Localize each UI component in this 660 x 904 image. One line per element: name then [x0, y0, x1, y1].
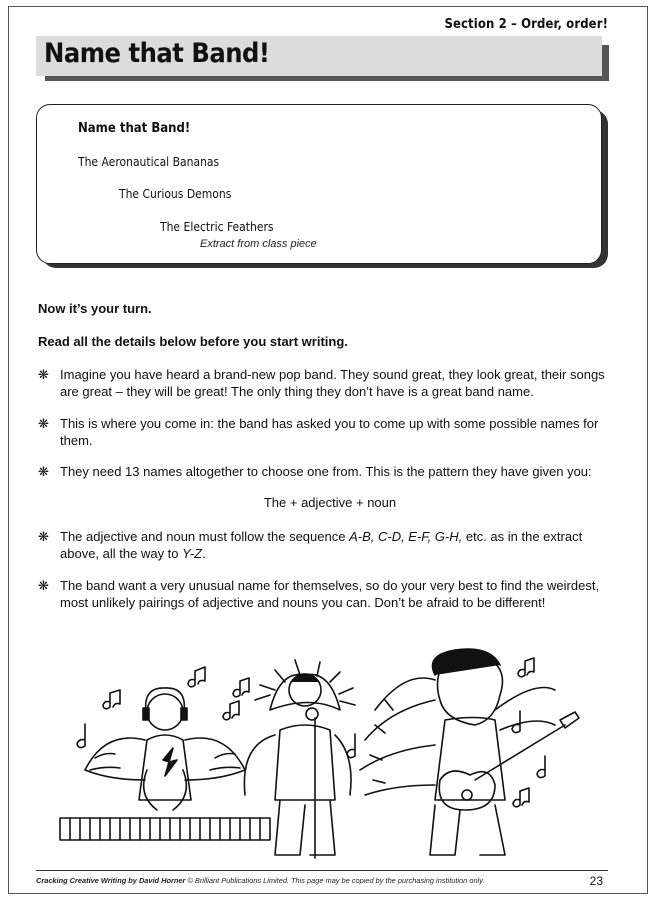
bullet-text-1: Imagine you have heard a brand-new pop band. They sound great, they look great, their songs are great – they will be great! The only thing they don’t have is a great band name.: [60, 367, 605, 399]
intro-turn: Now it’s your turn.: [38, 301, 152, 316]
extract-line-3: The Electric Feathers: [160, 220, 274, 234]
extract-title: Name that Band!: [78, 121, 191, 136]
section-label: Section 2 – Order, order!: [444, 17, 608, 32]
guitarist: [360, 649, 579, 855]
bullet-icon: ❋: [38, 529, 49, 544]
extract-line-1: The Aeronautical Bananas: [78, 155, 220, 169]
bullet-text-4: The adjective and noun must follow the sequence A-B, C-D, E-F, G-H, etc. as in the extract above, all the way to Y-Z.: [60, 529, 583, 561]
band-illustration: [55, 630, 585, 862]
bullet-icon: ❋: [38, 367, 49, 382]
footer-rule: [36, 870, 608, 871]
bullet-icon: ❋: [38, 464, 49, 479]
bullet-text-5: The band want a very unusual name for themselves, so do your very best to find the weirdest, most unlikely pairings of adjective and nouns you can. Don’t be afraid to be different!: [60, 578, 600, 610]
extract-line-2: The Curious Demons: [119, 187, 232, 201]
page-title: Name that Band!: [44, 38, 270, 69]
intro-read: Read all the details below before you start writing.: [38, 334, 348, 349]
singer: [244, 660, 355, 858]
page-number: 23: [589, 874, 603, 888]
pattern-formula: The + adjective + noun: [263, 495, 397, 510]
extract-credit: Extract from class piece: [200, 238, 317, 250]
bullet-icon: ❋: [38, 578, 49, 593]
bullet-icon: ❋: [38, 416, 49, 431]
bullet-text-2: This is where you come in: the band has asked you to come up with some possible names for them.: [60, 416, 599, 448]
footer-credit: Cracking Creative Writing by David Horner © Brilliant Publications Limited. This page may be copied by the purchasing institution only.: [36, 876, 485, 885]
bullet-text-3: They need 13 names altogether to choose one from. This is the pattern they have given you:: [60, 464, 592, 479]
